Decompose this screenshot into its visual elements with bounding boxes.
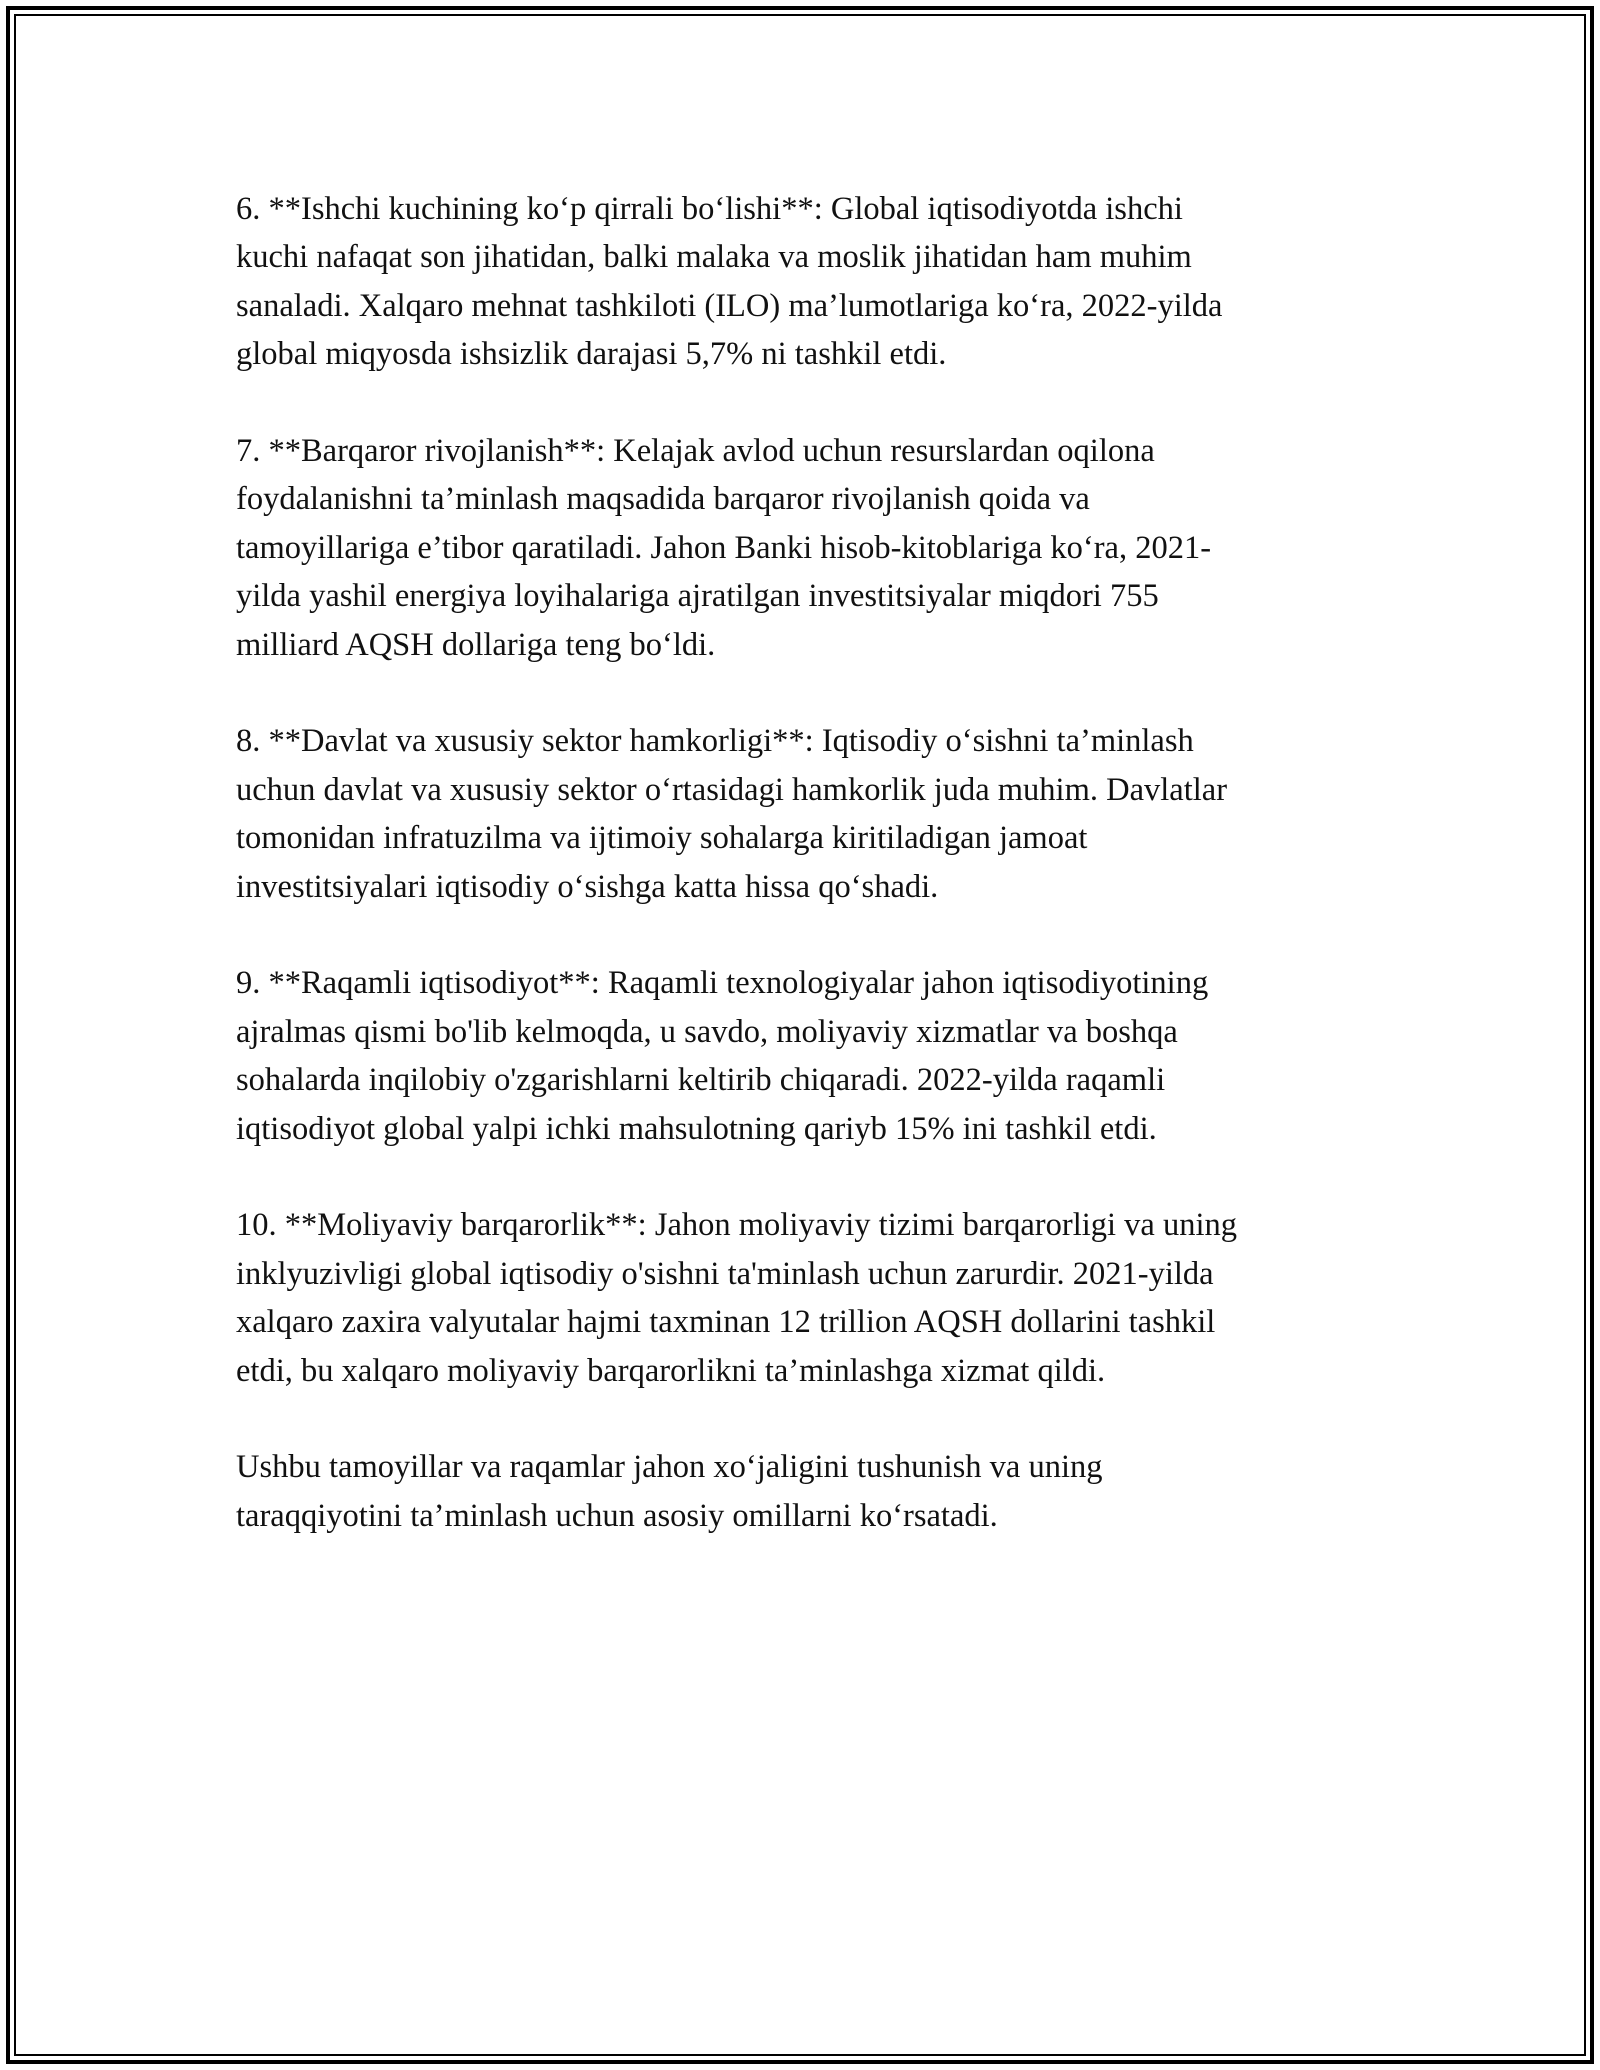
text-line: foydalanishni ta’minlash maqsadida barqaror rivojlanish qoida va: [236, 481, 1090, 518]
document-body: [236, 185, 1396, 1589]
paragraph-public-private-partnership: [236, 717, 1396, 911]
text-line: kuchi nafaqat son jihatidan, balki malaka va moslik jihatidan ham muhim: [236, 239, 1192, 276]
text-line: uchun davlat va xususiy sektor o‘rtasidagi hamkorlik juda muhim. Davlatlar: [236, 771, 1228, 808]
text-line: milliard AQSH dollariga teng bo‘ldi.: [236, 626, 716, 663]
text-line: taraqqiyotini ta’minlash uchun asosiy omillarni ko‘rsatadi.: [236, 1497, 998, 1534]
paragraph-sustainable-development: [236, 427, 1396, 669]
text-line: inklyuzivligi global iqtisodiy o'sishni ta'minlash uchun zarurdir. 2021-yilda: [236, 1255, 1214, 1292]
text-line: 7. **Barqaror rivojlanish**: Kelajak avlod uchun resurslardan oqilona: [236, 433, 1155, 470]
paragraph-conclusion: [236, 1443, 1396, 1540]
text-line: investitsiyalari iqtisodiy o‘sishga katta hissa qo‘shadi.: [236, 868, 939, 905]
paragraph-financial-stability: [236, 1201, 1396, 1395]
paragraph-workforce: [236, 185, 1396, 379]
text-line: xalqaro zaxira valyutalar hajmi taxminan 12 trillion AQSH dollarini tashkil: [236, 1304, 1216, 1341]
text-line: yilda yashil energiya loyihalariga ajratilgan investitsiyalar miqdori 755: [236, 578, 1159, 615]
text-line: iqtisodiyot global yalpi ichki mahsulotning qariyb 15% ini tashkil etdi.: [236, 1110, 1157, 1147]
text-line: tamoyillariga e’tibor qaratiladi. Jahon Banki hisob-kitoblariga ko‘ra, 2021-: [236, 529, 1212, 566]
text-line: ajralmas qismi bo'lib kelmoqda, u savdo, moliyaviy xizmatlar va boshqa: [236, 1013, 1178, 1050]
text-line: 10. **Moliyaviy barqarorlik**: Jahon moliyaviy tizimi barqarorligi va uning: [236, 1207, 1237, 1244]
text-line: 6. **Ishchi kuchining ko‘p qirrali bo‘lishi**: Global iqtisodiyotda ishchi: [236, 191, 1183, 227]
text-line: sohalarda inqilobiy o'zgarishlarni keltirib chiqaradi. 2022-yilda raqamli: [236, 1062, 1166, 1099]
text-line: Ushbu tamoyillar va raqamlar jahon xo‘jaligini tushunish va uning: [236, 1449, 1103, 1486]
text-line: 8. **Davlat va xususiy sektor hamkorligi**: Iqtisodiy o‘sishni ta’minlash: [236, 723, 1194, 760]
text-line: tomonidan infratuzilma va ijtimoiy sohalarga kiritiladigan jamoat: [236, 820, 1088, 857]
text-line: 9. **Raqamli iqtisodiyot**: Raqamli texnologiyalar jahon iqtisodiyotining: [236, 965, 1209, 1002]
paragraph-digital-economy: [236, 959, 1396, 1153]
text-line: sanaladi. Xalqaro mehnat tashkiloti (ILO) ma’lumotlariga ko‘ra, 2022-yilda: [236, 287, 1223, 324]
text-line: global miqyosda ishsizlik darajasi 5,7% ni tashkil etdi.: [236, 336, 947, 373]
text-line: etdi, bu xalqaro moliyaviy barqarorlikni ta’minlashga xizmat qildi.: [236, 1352, 1106, 1389]
